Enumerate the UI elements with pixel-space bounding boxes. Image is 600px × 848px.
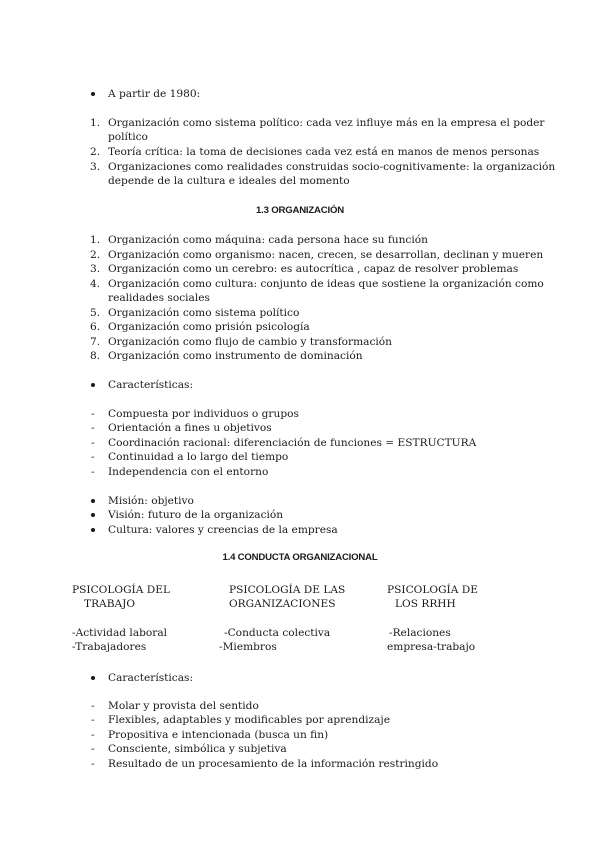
- bullet-text: Características:: [108, 379, 194, 391]
- bullet-text: Visión: futuro de la organización: [108, 509, 284, 521]
- dash-marker: -: [91, 437, 95, 449]
- column-heading: PSICOLOGÍA DEL: [72, 584, 171, 596]
- bullet-icon: [91, 528, 95, 532]
- list-number: 3.: [90, 263, 101, 275]
- list-number: 2.: [90, 249, 101, 261]
- column-item: -Trabajadores: [72, 641, 147, 653]
- bullet-icon: [91, 499, 95, 503]
- column-heading: PSICOLOGÍA DE LAS: [229, 584, 346, 596]
- list-item: Organización como sistema político: cada vez influye más en la empresa el poder: [108, 117, 545, 129]
- list-item: Molar y provista del sentido: [108, 700, 259, 712]
- column-item: -Actividad laboral: [72, 627, 168, 639]
- bullet-text: A partir de 1980:: [108, 88, 201, 100]
- list-item: Organización como un cerebro: es autocrítica , capaz de resolver problemas: [108, 263, 519, 275]
- dash-marker: -: [91, 743, 95, 755]
- section-heading: 1.4 CONDUCTA ORGANIZACIONAL: [222, 552, 378, 563]
- bullet-icon: [91, 676, 95, 680]
- list-item: Continuidad a lo largo del tiempo: [108, 451, 289, 463]
- list-item: Organizaciones como realidades construidas socio-cognitivamente: la organización: [108, 161, 556, 173]
- dash-marker: -: [91, 408, 95, 420]
- list-item: Organización como cultura: conjunto de ideas que sostiene la organización como: [108, 278, 544, 290]
- list-item: Organización como sistema político: [108, 307, 300, 319]
- list-item-cont: político: [108, 131, 148, 143]
- list-item: Flexibles, adaptables y modificables por aprendizaje: [108, 714, 390, 726]
- list-item: Propositiva e intencionada (busca un fin): [108, 729, 329, 741]
- list-item: Compuesta por individuos o grupos: [108, 408, 299, 420]
- list-number: 3.: [90, 161, 101, 173]
- column-item: -Miembros: [219, 641, 277, 653]
- dash-marker: -: [91, 466, 95, 478]
- section-heading: 1.3 ORGANIZACIÓN: [256, 205, 344, 216]
- list-number: 2.: [90, 146, 101, 158]
- list-number: 6.: [90, 321, 101, 333]
- list-item: Resultado de un procesamiento de la información restringido: [108, 758, 439, 770]
- column-heading: LOS RRHH: [395, 598, 456, 610]
- column-heading: TRABAJO: [84, 598, 136, 610]
- bullet-icon: [91, 383, 95, 387]
- list-item: Organización como instrumento de dominación: [108, 350, 363, 362]
- column-item: empresa-trabajo: [387, 641, 476, 653]
- list-number: 7.: [90, 336, 101, 348]
- bullet-icon: [91, 513, 95, 517]
- list-item: Organización como máquina: cada persona hace su función: [108, 234, 428, 246]
- list-item: Independencia con el entorno: [108, 466, 269, 478]
- bullet-text: Cultura: valores y creencias de la empresa: [108, 524, 338, 536]
- list-number: 5.: [90, 307, 101, 319]
- column-item: -Relaciones: [389, 627, 451, 639]
- dash-marker: -: [91, 758, 95, 770]
- list-number: 4.: [90, 278, 101, 290]
- column-item: -Conducta colectiva: [224, 627, 331, 639]
- bullet-text: Características:: [108, 672, 194, 684]
- list-item: Teoría crítica: la toma de decisiones cada vez está en manos de menos personas: [108, 146, 540, 158]
- list-item-cont: realidades sociales: [108, 292, 210, 304]
- dash-marker: -: [91, 729, 95, 741]
- list-number: 8.: [90, 350, 101, 362]
- bullet-icon: [91, 92, 95, 96]
- list-item-cont: depende de la cultura e ideales del momento: [108, 175, 350, 187]
- dash-marker: -: [91, 700, 95, 712]
- list-item: Orientación a fines u objetivos: [108, 422, 272, 434]
- list-item: Organización como flujo de cambio y transformación: [108, 336, 392, 348]
- column-heading: ORGANIZACIONES: [229, 598, 336, 610]
- list-item: Consciente, simbólica y subjetiva: [108, 743, 287, 755]
- list-item: Coordinación racional: diferenciación de funciones = ESTRUCTURA: [108, 437, 477, 449]
- list-number: 1.: [90, 117, 101, 129]
- list-item: Organización como organismo: nacen, crecen, se desarrollan, declinan y mueren: [108, 249, 544, 261]
- dash-marker: -: [91, 714, 95, 726]
- dash-marker: -: [91, 451, 95, 463]
- dash-marker: -: [91, 422, 95, 434]
- list-item: Organización como prisión psicología: [108, 321, 310, 333]
- column-heading: PSICOLOGÍA DE: [387, 584, 478, 596]
- bullet-text: Misión: objetivo: [108, 495, 194, 507]
- list-number: 1.: [90, 234, 101, 246]
